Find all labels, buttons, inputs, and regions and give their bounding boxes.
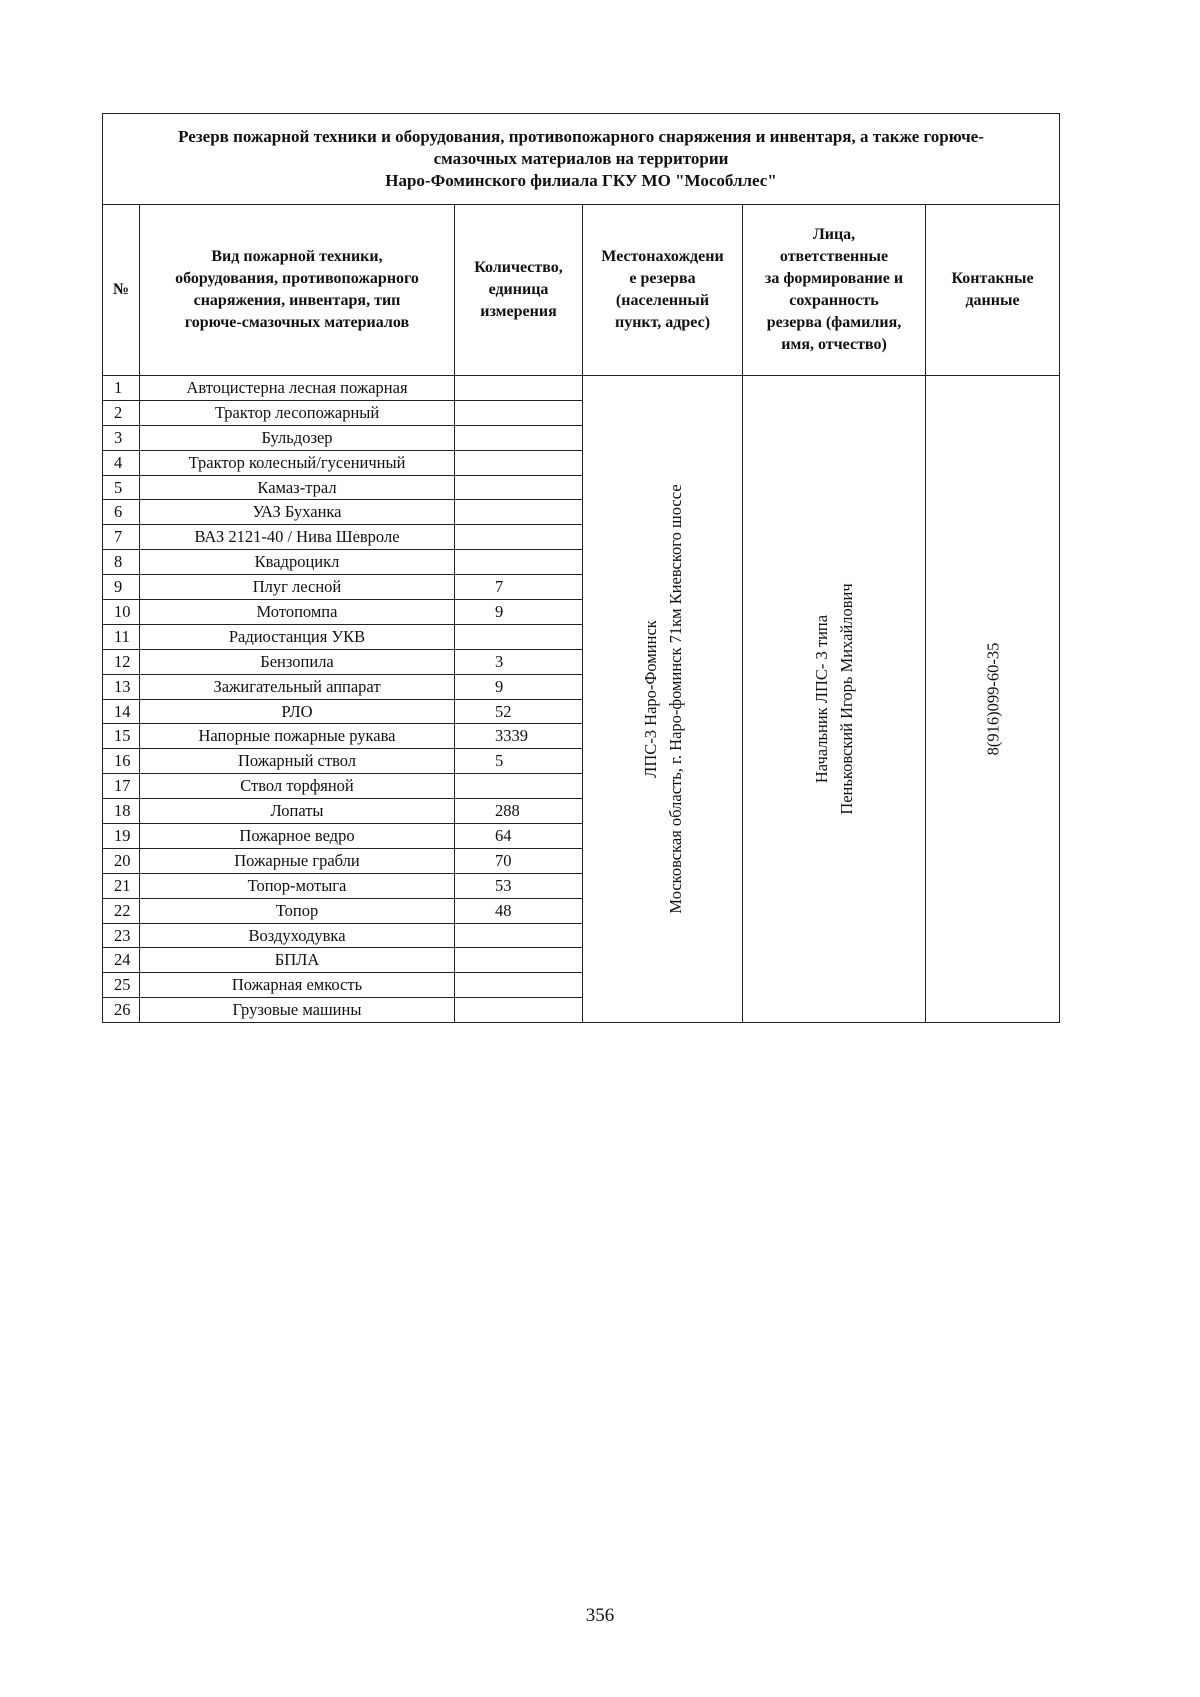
responsible-line: Пеньковский Игорь Михайлович [837, 583, 856, 815]
table-title [103, 114, 1060, 205]
header-quantity-line: измерения [480, 303, 557, 320]
header-contacts-line: Контакные [951, 270, 1034, 287]
header-responsible-line: ответственные [779, 248, 889, 265]
row-item-name: Топор-мотыга [140, 873, 455, 898]
header-type-line: горюче-смазочных материалов [184, 314, 410, 331]
title-line-1: Резерв пожарной техники и оборудования, противопожарного снаряжения и инвентаря, а также горюче- [178, 127, 984, 146]
row-item-name: Пожарный ствол [140, 749, 455, 774]
row-quantity [455, 923, 583, 948]
header-responsible [743, 205, 926, 376]
row-number: 8 [103, 550, 140, 575]
header-location-line: пункт, адрес) [614, 314, 711, 331]
row-item-name: Зажигательный аппарат [140, 674, 455, 699]
row-quantity [455, 998, 583, 1023]
row-quantity: 48 [455, 898, 583, 923]
row-item-name: Трактор лесопожарный [140, 400, 455, 425]
row-item-name: УАЗ Буханка [140, 500, 455, 525]
row-item-name: Камаз-трал [140, 475, 455, 500]
header-type-line: Вид пожарной техники, [211, 248, 383, 265]
header-contacts [926, 205, 1060, 376]
row-number: 26 [103, 998, 140, 1023]
header-type-line: снаряжения, инвентаря, тип [193, 292, 401, 309]
row-quantity [455, 525, 583, 550]
responsible-text [809, 583, 859, 814]
row-number: 15 [103, 724, 140, 749]
row-item-name: Квадроцикл [140, 550, 455, 575]
table-row [103, 376, 1060, 401]
contact-cell [926, 376, 1060, 1023]
header-quantity-line: единица [488, 281, 549, 298]
row-item-name: Плуг лесной [140, 575, 455, 600]
row-item-name: Лопаты [140, 799, 455, 824]
location-cell [583, 376, 743, 1023]
row-item-name: Бульдозер [140, 425, 455, 450]
row-number: 18 [103, 799, 140, 824]
row-number: 3 [103, 425, 140, 450]
row-item-name: Воздуходувка [140, 923, 455, 948]
row-item-name: Автоцистерна лесная пожарная [140, 376, 455, 401]
row-item-name: Грузовые машины [140, 998, 455, 1023]
row-quantity: 5 [455, 749, 583, 774]
row-number: 7 [103, 525, 140, 550]
row-quantity [455, 376, 583, 401]
row-quantity: 3 [455, 649, 583, 674]
row-item-name: Мотопомпа [140, 600, 455, 625]
header-location-line: Местонахождени [601, 248, 724, 265]
row-number: 25 [103, 973, 140, 998]
header-location-line: (населенный [615, 292, 710, 309]
row-quantity: 9 [455, 674, 583, 699]
row-number: 2 [103, 400, 140, 425]
row-number: 1 [103, 376, 140, 401]
row-item-name: Пожарное ведро [140, 824, 455, 849]
row-quantity: 7 [455, 575, 583, 600]
row-item-name: Ствол торфяной [140, 774, 455, 799]
row-number: 21 [103, 873, 140, 898]
row-number: 22 [103, 898, 140, 923]
row-number: 12 [103, 649, 140, 674]
row-quantity: 52 [455, 699, 583, 724]
row-item-name: РЛО [140, 699, 455, 724]
row-item-name: Бензопила [140, 649, 455, 674]
responsible-line: Начальник ЛПС- 3 типа [812, 614, 831, 784]
location-text [638, 485, 688, 914]
row-number: 11 [103, 624, 140, 649]
row-number: 20 [103, 848, 140, 873]
row-item-name: Трактор колесный/гусеничный [140, 450, 455, 475]
header-responsible-line: имя, отчество) [781, 336, 887, 353]
row-number: 17 [103, 774, 140, 799]
header-responsible-line: резерва (фамилия, [766, 314, 902, 331]
row-quantity [455, 425, 583, 450]
row-quantity [455, 774, 583, 799]
row-number: 16 [103, 749, 140, 774]
location-line: ЛПС-3 Наро-Фоминск [640, 620, 660, 778]
row-quantity [455, 475, 583, 500]
header-type-line: оборудования, противопожарного [175, 270, 419, 287]
row-quantity [455, 550, 583, 575]
row-item-name: БПЛА [140, 948, 455, 973]
responsible-cell [743, 376, 926, 1023]
row-item-name: Пожарная емкость [140, 973, 455, 998]
header-type [140, 205, 455, 376]
row-quantity [455, 948, 583, 973]
row-quantity: 53 [455, 873, 583, 898]
contact-phone: 8(916)099-60-35 [983, 642, 1002, 756]
row-quantity [455, 450, 583, 475]
header-location-line: е резерва [629, 270, 696, 287]
header-responsible-line: за формирование и [764, 270, 904, 287]
row-quantity: 3339 [455, 724, 583, 749]
row-number: 6 [103, 500, 140, 525]
header-responsible-line: Лица, [812, 226, 856, 243]
row-item-name: Напорные пожарные рукава [140, 724, 455, 749]
row-number: 24 [103, 948, 140, 973]
row-item-name: Радиостанция УКВ [140, 624, 455, 649]
row-quantity: 70 [455, 848, 583, 873]
header-location [583, 205, 743, 376]
row-number: 9 [103, 575, 140, 600]
location-line: Московская область, г. Наро-фоминск 71км Киевского шоссе [665, 484, 685, 914]
table-body [103, 376, 1060, 1023]
row-number: 14 [103, 699, 140, 724]
header-quantity-line: Количество, [474, 259, 563, 276]
row-number: 19 [103, 824, 140, 849]
page-number: 356 [585, 1605, 615, 1626]
row-quantity [455, 400, 583, 425]
row-quantity [455, 624, 583, 649]
row-number: 13 [103, 674, 140, 699]
row-number: 10 [103, 600, 140, 625]
row-number: 4 [103, 450, 140, 475]
title-line-2: смазочных материалов на территории [433, 149, 729, 168]
row-quantity [455, 500, 583, 525]
row-quantity: 288 [455, 799, 583, 824]
row-number: 23 [103, 923, 140, 948]
row-item-name: Пожарные грабли [140, 848, 455, 873]
header-num: № [103, 205, 140, 376]
row-item-name: ВАЗ 2121-40 / Нива Шевроле [140, 525, 455, 550]
row-quantity: 9 [455, 600, 583, 625]
row-quantity: 64 [455, 824, 583, 849]
reserve-table [102, 113, 1060, 1023]
header-contacts-line: данные [965, 292, 1020, 309]
row-number: 5 [103, 475, 140, 500]
title-line-3: Наро-Фоминского филиала ГКУ МО "Мособллес" [385, 171, 777, 190]
header-quantity [455, 205, 583, 376]
row-quantity [455, 973, 583, 998]
row-item-name: Топор [140, 898, 455, 923]
header-responsible-line: сохранность [789, 292, 879, 309]
